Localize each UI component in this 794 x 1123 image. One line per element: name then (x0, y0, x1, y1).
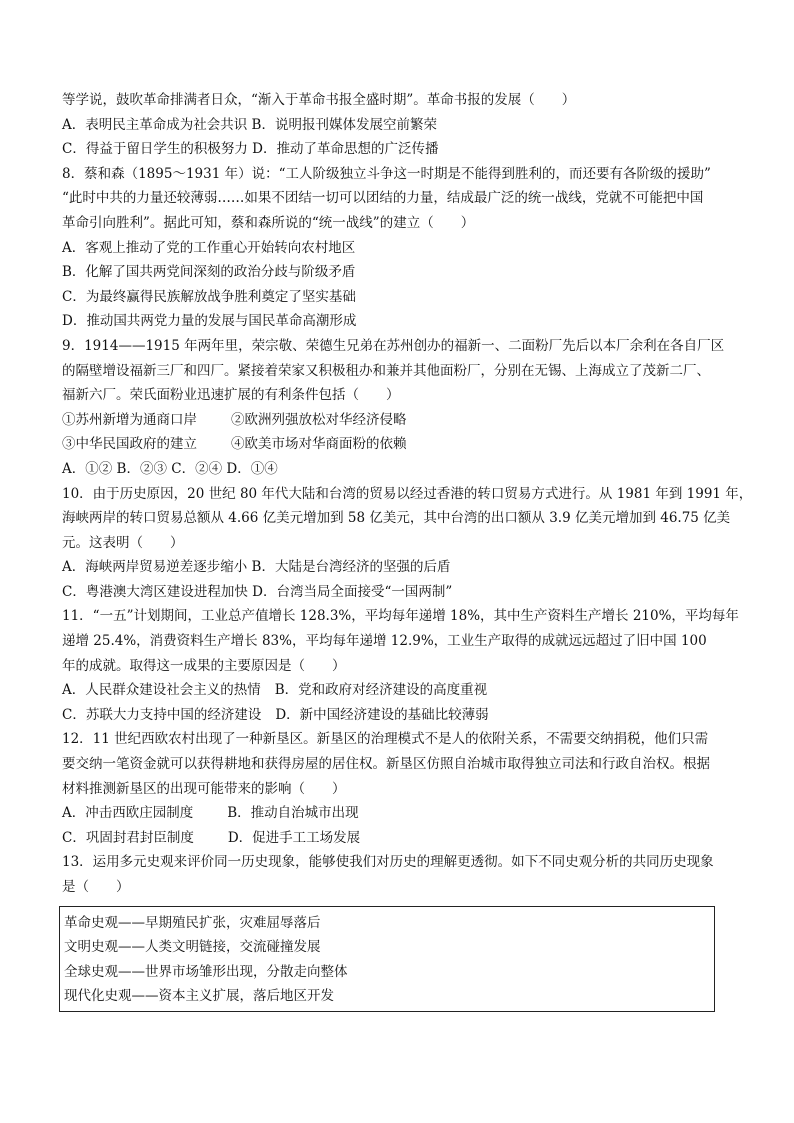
question-stem: 福新六厂。荣氏面粉业迅速扩展的有利条件包括（ ） (62, 387, 400, 404)
option-b: B．党和政府对经济建设的高度重视 (274, 682, 488, 699)
question-12 (62, 727, 732, 850)
option-row (62, 678, 732, 703)
option-line: A．①② B．②③ C．②④ D．①④ (62, 460, 278, 477)
statement-row (62, 432, 732, 457)
question-stem: 10．由于历史原因，20 世纪 80 年代大陆和台湾的贸易以经过香港的转口贸易方式进行。从 1981 年到 1991 年， (62, 485, 753, 502)
material-line: 全球史观——世界市场雏形出现，分散走向整体 (64, 963, 348, 980)
option-d: D．新中国经济建设的基础比较薄弱 (275, 706, 489, 723)
option-a: A．客观上推动了党的工作重心开始转向农村地区 (62, 239, 356, 256)
question-stem: 的隔壁增设福新三厂和四厂。紧接着荣家又积极租办和兼并其他面粉厂，分别在无锡、上海成立了茂新二厂、 (62, 362, 710, 379)
material-line: 文明史观——人类文明链接，交流碰撞发展 (64, 939, 321, 956)
material-line: 现代化史观——资本主义扩展，落后地区开发 (64, 988, 334, 1005)
question-stem: 11．“一五”计划期间，工业总产值增长 128.3%，平均每年递增 18%，其中生产资料生产增长 210%，平均每年 (62, 608, 739, 625)
question-stem: 递增 25.4%，消费资料生产增长 83%，平均每年递增 12.9%，工业生产取得的成就远远超过了旧中国 100 (62, 633, 707, 650)
question-stem: 元。这表明（ ） (62, 534, 184, 551)
question-9 (62, 334, 732, 482)
option-d: D．促进手工工场发展 (227, 829, 361, 846)
option-b: B．化解了国共两党间深刻的政治分歧与阶级矛盾 (62, 264, 356, 281)
option-c: C．巩固封君封臣制度 (62, 829, 194, 846)
question-stem: 等学说，鼓吹革命排满者日众，“渐入于革命书报全盛时期”。革命书报的发展（ ） (62, 92, 576, 108)
question-stem: 13．运用多元史观来评价同一历史现象，能够使我们对历史的理解更透彻。如下不同史观分析的共同历史现象 (62, 854, 714, 871)
option-line: C．得益于留日学生的积极努力 D．推动了革命思想的广泛传播 (62, 141, 439, 158)
question-stem: 材料推测新垦区的出现可能带来的影响（ ） (62, 780, 346, 797)
option-row (62, 703, 732, 728)
question-stem: 年的成就。取得这一成果的主要原因是（ ） (62, 657, 346, 674)
option-a: A．冲击西欧庄园制度 (62, 805, 194, 822)
question-10 (62, 482, 753, 605)
material-box (59, 906, 715, 1012)
option-a: A．人民群众建设社会主义的热情 (62, 682, 261, 699)
option-line: A．表明民主革命成为社会共识 B．说明报刊媒体发展空前繁荣 (62, 116, 437, 133)
question-stem: 海峡两岸的转口贸易总额从 4.66 亿美元增加到 58 亿美元，其中台湾的出口额从 3.9 亿美元增加到 46.75 亿美 (62, 510, 731, 527)
question-11 (62, 604, 739, 727)
option-b: B．推动自治城市出现 (227, 805, 359, 822)
question-8 (62, 162, 732, 334)
statement-1: ①苏州新增为通商口岸 (62, 411, 197, 428)
option-line: A．海峡两岸贸易逆差逐步缩小 B．大陆是台湾经济的坚强的后盾 (62, 559, 451, 576)
option-c: C．为最终赢得民族解放战争胜利奠定了坚实基础 (62, 288, 356, 305)
statement-row (62, 408, 732, 433)
statement-4: ④欧美市场对华商面粉的依赖 (231, 436, 407, 453)
question-stem: 革命引向胜利”。据此可知，蔡和森所说的“统一战线”的建立（ ） (62, 214, 475, 231)
material-line: 革命史观——早期殖民扩张，灾难屈辱落后 (64, 914, 321, 931)
option-d: D．推动国共两党力量的发展与国民革命高潮形成 (62, 313, 357, 330)
statement-2: ②欧洲列强放松对华经济侵略 (231, 411, 407, 428)
option-row (62, 801, 732, 826)
option-line: C．粤港澳大湾区建设进程加快 D．台湾当局全面接受“一国两制” (62, 583, 453, 600)
question-stem: 12．11 世纪西欧农村出现了一种新垦区。新垦区的治理模式不是人的依附关系，不需要交纳捐税，他们只需 (62, 731, 709, 748)
option-c: C．苏联大力支持中国的经济建设 (62, 706, 262, 723)
question-stem: 是（ ） (62, 879, 130, 895)
question-7 (62, 88, 732, 162)
question-13 (62, 850, 732, 1012)
option-row (62, 826, 732, 851)
question-stem: 9．1914——1915 年两年里，荣宗敬、荣德生兄弟在苏州创办的福新一、二面粉厂先后以本厂余利在各自厂区 (62, 337, 725, 354)
statement-3: ③中华民国政府的建立 (62, 436, 197, 453)
question-stem: 8．蔡和森（1895～1931 年）说：“工人阶级独立斗争这一时期是不能得到胜利的，而还要有各阶级的援助” (62, 165, 711, 182)
exam-page (62, 88, 753, 1012)
question-stem: “此时中共的力量还较薄弱……如果不团结一切可以团结的力量，结成最广泛的统一战线，党就不可能把中国 (62, 190, 704, 207)
question-stem: 要交纳一笔资金就可以获得耕地和获得房屋的居住权。新垦区仿照自治城市取得独立司法和行政自治权。根据 (62, 756, 710, 773)
